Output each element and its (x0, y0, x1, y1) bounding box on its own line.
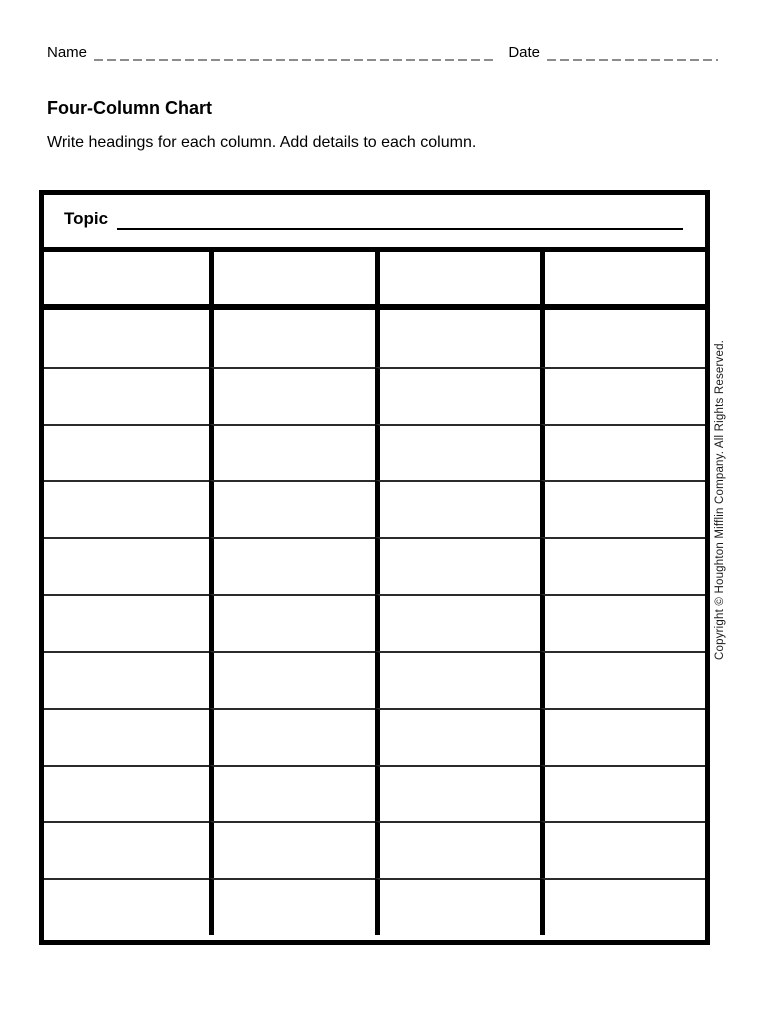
detail-cell[interactable] (375, 367, 540, 424)
name-label: Name (47, 44, 88, 61)
detail-cell[interactable] (44, 537, 209, 594)
detail-cell[interactable] (375, 821, 540, 878)
detail-cell[interactable] (209, 708, 374, 765)
detail-cell[interactable] (375, 537, 540, 594)
detail-cell[interactable] (375, 424, 540, 481)
detail-cell[interactable] (209, 424, 374, 481)
detail-cell[interactable] (209, 651, 374, 708)
detail-cell[interactable] (540, 821, 705, 878)
copyright-notice: Copyright © Houghton Mifflin Company. All Rights Reserved. (714, 339, 726, 660)
detail-cell[interactable] (44, 310, 209, 367)
detail-cell[interactable] (540, 651, 705, 708)
detail-cell[interactable] (540, 537, 705, 594)
topic-label: Topic (64, 209, 109, 228)
detail-cell[interactable] (44, 651, 209, 708)
topic-fill-line[interactable] (117, 228, 683, 230)
four-column-chart (39, 190, 710, 945)
detail-cell[interactable] (540, 424, 705, 481)
detail-cell[interactable] (540, 480, 705, 537)
detail-cell[interactable] (375, 651, 540, 708)
detail-cell[interactable] (44, 594, 209, 651)
date-label: Date (508, 44, 540, 61)
detail-cell[interactable] (540, 765, 705, 822)
worksheet-instructions: Write headings for each column. Add details to each column. (47, 134, 477, 151)
name-date-row (47, 44, 718, 62)
detail-cell[interactable] (540, 878, 705, 935)
detail-cell[interactable] (375, 765, 540, 822)
detail-cell[interactable] (375, 594, 540, 651)
detail-cell[interactable] (209, 765, 374, 822)
name-fill-line[interactable] (94, 59, 495, 61)
detail-cell[interactable] (540, 594, 705, 651)
detail-cell[interactable] (44, 765, 209, 822)
detail-cell[interactable] (44, 367, 209, 424)
detail-cell[interactable] (209, 594, 374, 651)
detail-cell[interactable] (44, 821, 209, 878)
column-heading-cell[interactable] (540, 252, 705, 304)
worksheet-title: Four-Column Chart (47, 98, 212, 118)
column-heading-cell[interactable] (44, 252, 209, 304)
column-heading-cell[interactable] (209, 252, 374, 304)
detail-cell[interactable] (375, 708, 540, 765)
detail-cell[interactable] (44, 424, 209, 481)
detail-cell[interactable] (540, 310, 705, 367)
detail-cell[interactable] (540, 367, 705, 424)
column-heading-cell[interactable] (375, 252, 540, 304)
topic-row (44, 195, 705, 252)
detail-cell[interactable] (375, 310, 540, 367)
detail-cell[interactable] (44, 708, 209, 765)
detail-cell[interactable] (540, 708, 705, 765)
detail-cell[interactable] (209, 480, 374, 537)
chart-body (44, 310, 705, 935)
detail-cell[interactable] (209, 310, 374, 367)
detail-cell[interactable] (209, 821, 374, 878)
detail-cell[interactable] (375, 878, 540, 935)
date-fill-line[interactable] (547, 59, 718, 61)
detail-cell[interactable] (375, 480, 540, 537)
detail-cell[interactable] (209, 878, 374, 935)
detail-cell[interactable] (209, 367, 374, 424)
detail-cell[interactable] (209, 537, 374, 594)
detail-cell[interactable] (44, 878, 209, 935)
detail-cell[interactable] (44, 480, 209, 537)
chart-header-row (44, 252, 705, 310)
